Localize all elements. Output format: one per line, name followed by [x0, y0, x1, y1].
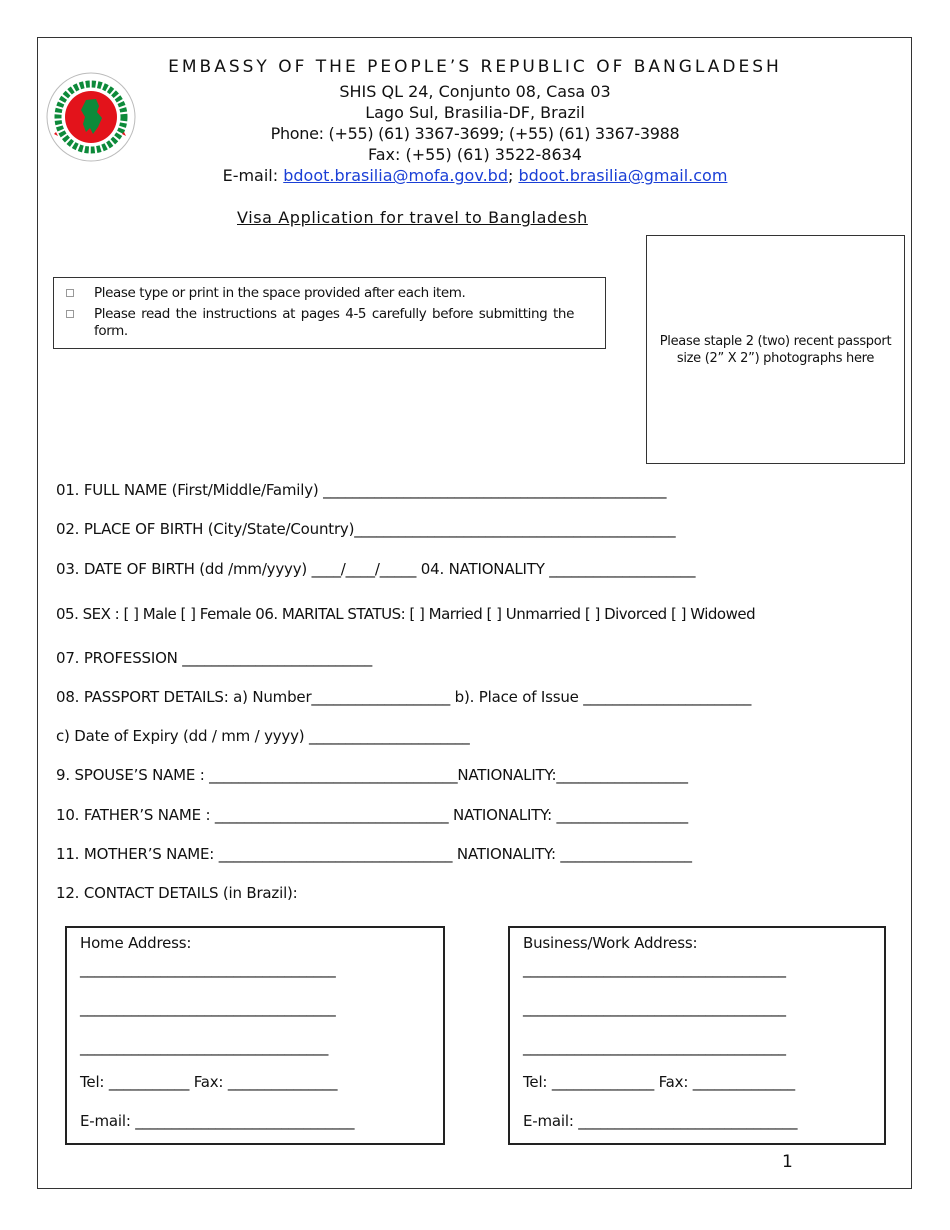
email-link-mofa[interactable]: bdoot.brasilia@mofa.gov.bd	[283, 166, 508, 185]
form-title: Visa Application for travel to Bangladesh	[237, 208, 588, 227]
work-tel-fax[interactable]: Tel: ______________ Fax: ______________	[523, 1073, 795, 1091]
home-tel-fax[interactable]: Tel: ___________ Fax: _______________	[80, 1073, 338, 1091]
field-sex-marital-status[interactable]: 05. SEX : [ ] Male [ ] Female 06. MARITAL STATUS: [ ] Married [ ] Unmarried [ ] Divorced [ ] Widowed	[56, 605, 756, 623]
government-seal-icon	[46, 72, 136, 162]
work-address-box	[508, 926, 886, 1145]
photo-box-text: Please staple 2 (two) recent passport size (2” X 2”) photographs here	[659, 333, 892, 366]
home-address-box	[65, 926, 445, 1145]
email-line	[165, 165, 785, 186]
instruction-text: Please read the instructions at pages 4-5 carefully before submitting the form.	[94, 306, 574, 339]
instruction-item	[94, 285, 574, 302]
work-email[interactable]: E-mail: ______________________________	[523, 1112, 798, 1130]
instruction-item	[94, 306, 574, 340]
bullet-box-icon	[66, 310, 74, 318]
address-line-1: SHIS QL 24, Conjunto 08, Casa 03	[339, 82, 611, 101]
home-email[interactable]: E-mail: ______________________________	[80, 1112, 355, 1130]
field-full-name[interactable]: 01. FULL NAME (First/Middle/Family) _______________________________________________	[56, 481, 667, 499]
fax-line: Fax: (+55) (61) 3522-8634	[368, 145, 582, 164]
phone-line: Phone: (+55) (61) 3367-3699; (+55) (61) 3367-3988	[270, 124, 680, 143]
work-address-line[interactable]: ____________________________________	[523, 1038, 786, 1056]
contact-details-heading: 12. CONTACT DETAILS (in Brazil):	[56, 884, 298, 902]
email-separator: ;	[507, 166, 514, 185]
field-spouse-name[interactable]: 9. SPOUSE’S NAME : __________________________________NATIONALITY:__________________	[56, 766, 688, 784]
field-mother-name[interactable]: 11. MOTHER’S NAME: ________________________________ NATIONALITY: __________________	[56, 845, 692, 863]
work-address-line[interactable]: ____________________________________	[523, 999, 786, 1017]
home-address-line[interactable]: ___________________________________	[80, 999, 336, 1017]
bullet-box-icon	[66, 289, 74, 297]
home-address-label: Home Address:	[80, 934, 192, 952]
field-father-name[interactable]: 10. FATHER’S NAME : ________________________________ NATIONALITY: __________________	[56, 806, 688, 824]
address-line-2: Lago Sul, Brasilia-DF, Brazil	[365, 103, 585, 122]
embassy-title: EMBASSY OF THE PEOPLE’S REPUBLIC OF BANGLADESH	[168, 57, 782, 77]
email-link-gmail[interactable]: bdoot.brasilia@gmail.com	[518, 166, 728, 185]
home-address-line[interactable]: ___________________________________	[80, 960, 336, 978]
field-profession[interactable]: 07. PROFESSION __________________________	[56, 649, 373, 667]
email-label: E-mail:	[222, 166, 279, 185]
field-dob-nationality[interactable]: 03. DATE OF BIRTH (dd /mm/yyyy) ____/____/_____ 04. NATIONALITY ____________________	[56, 560, 696, 578]
photo-box	[646, 235, 905, 464]
work-address-line[interactable]: ____________________________________	[523, 960, 786, 978]
work-address-label: Business/Work Address:	[523, 934, 698, 952]
field-passport-details[interactable]: 08. PASSPORT DETAILS: a) Number___________________ b). Place of Issue _______________________	[56, 688, 752, 706]
instructions-box	[53, 277, 606, 349]
field-place-of-birth[interactable]: 02. PLACE OF BIRTH (City/State/Country)____________________________________________	[56, 520, 676, 538]
field-passport-expiry[interactable]: c) Date of Expiry (dd / mm / yyyy) ______________________	[56, 727, 470, 745]
instruction-text: Please type or print in the space provided after each item.	[94, 285, 466, 301]
home-address-line[interactable]: __________________________________	[80, 1038, 329, 1056]
page-number: 1	[782, 1152, 793, 1172]
